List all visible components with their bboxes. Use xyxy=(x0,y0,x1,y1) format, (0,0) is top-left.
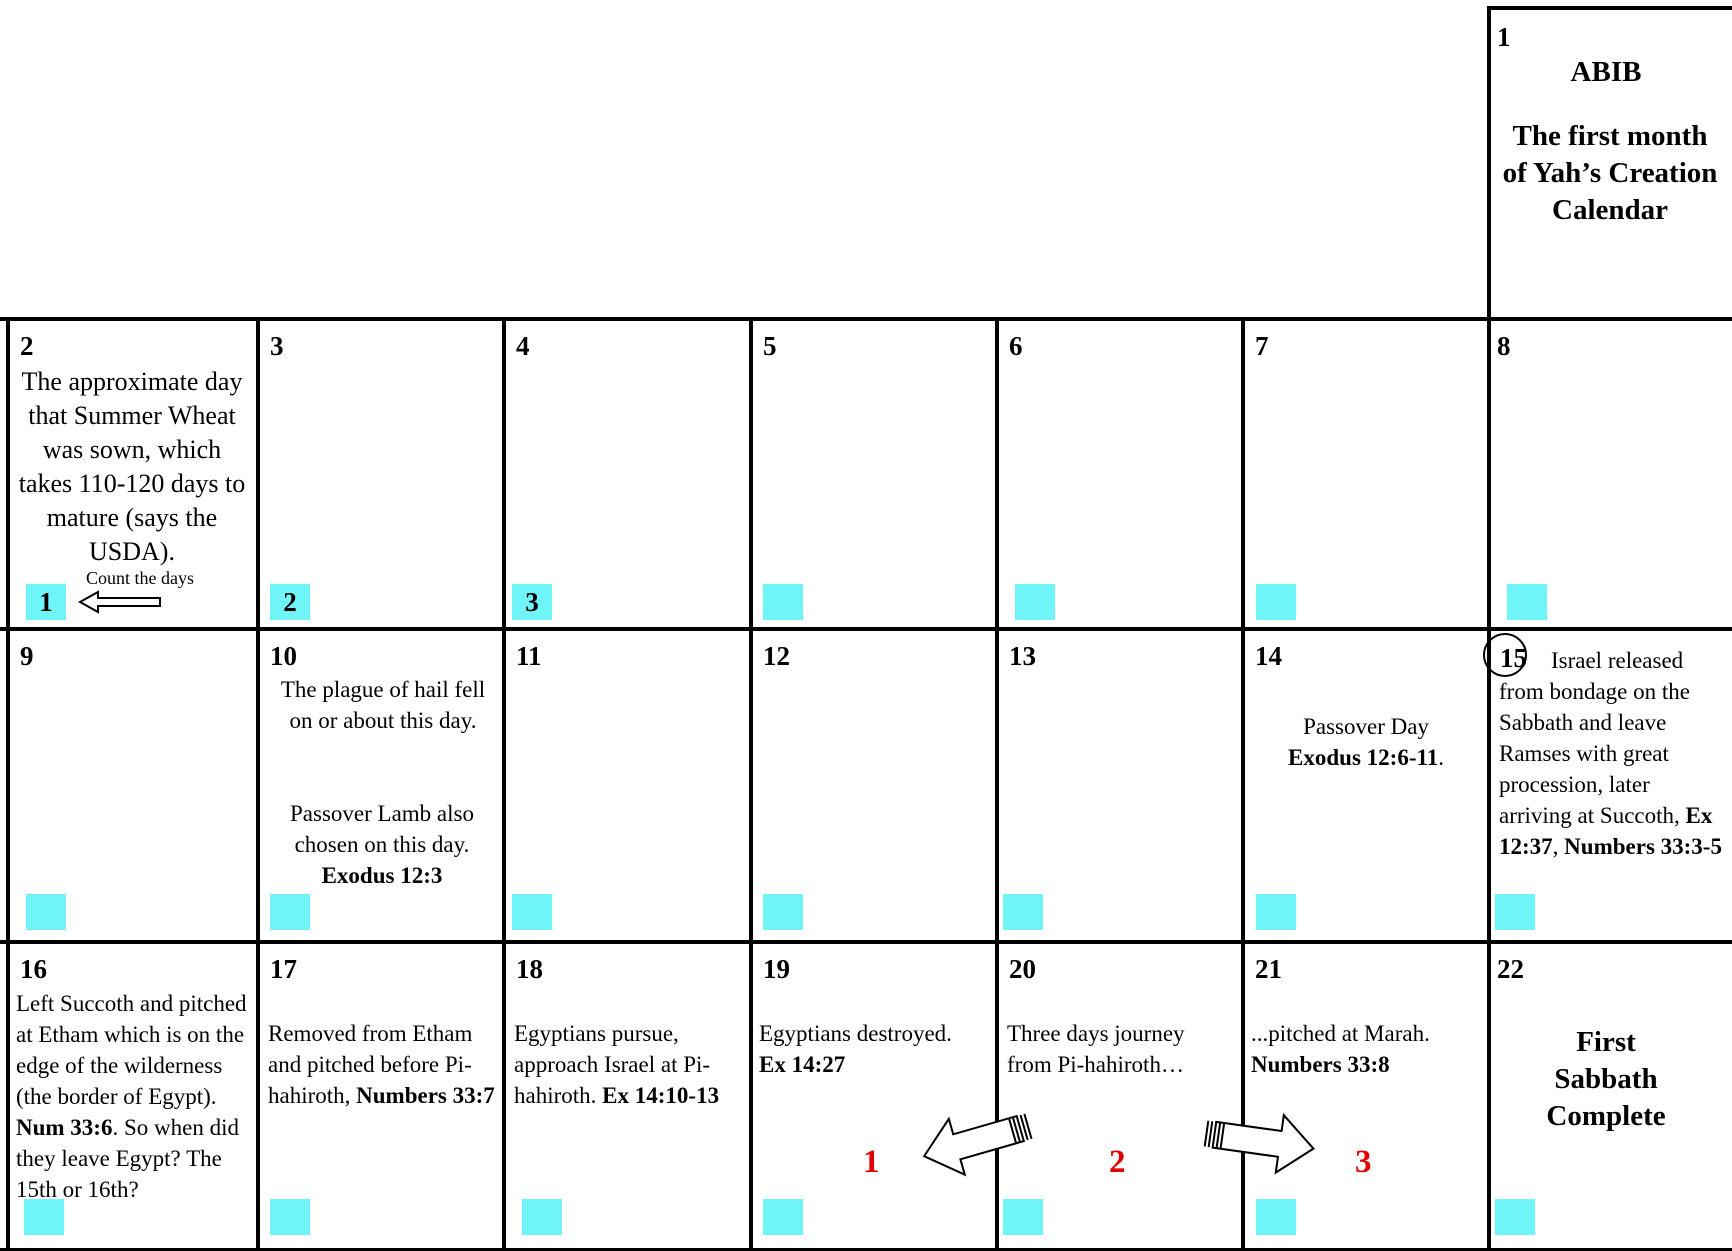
day-cell-22 xyxy=(1491,944,1732,1248)
day-number: 15 xyxy=(1500,643,1527,673)
day-marker xyxy=(1495,894,1535,930)
day-cell-4 xyxy=(506,321,749,627)
arrow-left-icon xyxy=(78,589,162,615)
day-cell-17 xyxy=(260,944,502,1248)
day-cell-8 xyxy=(1491,321,1732,627)
scripture-ref: Numbers 33:7 xyxy=(356,1083,495,1108)
day-cell-18 xyxy=(506,944,749,1248)
arrow-right-icon xyxy=(1200,1100,1318,1182)
day-number: 7 xyxy=(1255,331,1269,361)
day-number: 3 xyxy=(270,331,284,361)
day-cell-11 xyxy=(506,631,749,940)
day-number: 12 xyxy=(763,641,790,671)
day-number: 20 xyxy=(1009,954,1036,984)
scripture-ref: Num 33:6 xyxy=(16,1115,113,1140)
day-cell-14 xyxy=(1245,631,1487,940)
day-marker xyxy=(1256,1199,1296,1235)
day-cell-6 xyxy=(999,321,1241,627)
journey-marker-2: 2 xyxy=(1109,1144,1126,1180)
day-cell-15 xyxy=(1491,631,1732,940)
day-cell-21 xyxy=(1245,944,1487,1248)
scripture-ref: Numbers 33:8 xyxy=(1251,1052,1390,1077)
day-cell-5 xyxy=(753,321,995,627)
day-marker xyxy=(1003,894,1043,930)
day-marker xyxy=(26,584,66,620)
day-number: 22 xyxy=(1497,954,1524,984)
day-marker xyxy=(1256,894,1296,930)
day-number: 6 xyxy=(1009,331,1023,361)
day-cell-7 xyxy=(1245,321,1487,627)
day-number: 14 xyxy=(1255,641,1282,671)
note-text: Removed from Etham and pitched before Pi-hahiroth, xyxy=(268,1021,473,1108)
day-marker xyxy=(270,894,310,930)
day-cell-9 xyxy=(10,631,256,940)
day-cell-1 xyxy=(1491,10,1732,317)
note-text: Egyptians pursue, approach Israel at Pi-hahiroth. xyxy=(514,1021,711,1108)
day-count: 3 xyxy=(525,587,539,617)
day-cell-19 xyxy=(753,944,995,1248)
note-text: Israel released from bondage on the Sabbath and leave Ramses with great procession, later arriving at Succoth, xyxy=(1499,648,1690,828)
day-number: 9 xyxy=(20,641,34,671)
note-text: Egyptians destroyed. xyxy=(759,1021,952,1046)
calendar-title: The first month of Yah’s Creation Calendar xyxy=(1502,120,1718,226)
day-cell-2 xyxy=(10,321,256,627)
scripture-ref: Ex 14:27 xyxy=(759,1052,846,1077)
day-count: 2 xyxy=(283,587,297,617)
day-marker xyxy=(1015,584,1055,620)
day-note-2: Passover Lamb also chosen on this day. xyxy=(290,801,474,857)
day-note xyxy=(759,1018,995,1080)
day-number: 16 xyxy=(20,954,47,984)
journey-marker-3: 3 xyxy=(1355,1144,1372,1180)
day-note xyxy=(1251,1018,1483,1080)
day-marker xyxy=(1003,1199,1043,1235)
day-number: 21 xyxy=(1255,954,1282,984)
day-note: Three days journey from Pi-hahiroth… xyxy=(1007,1021,1185,1077)
day-number: 4 xyxy=(516,331,530,361)
day-marker xyxy=(763,894,803,930)
day-marker xyxy=(522,1199,562,1235)
day-cell-10 xyxy=(260,631,502,940)
punctuation: . xyxy=(1438,745,1444,770)
day-marker xyxy=(763,1199,803,1235)
day-cell-12 xyxy=(753,631,995,940)
day-cell-16 xyxy=(10,944,256,1248)
day-note: The approximate day that Summer Wheat was sown, which takes 110-120 days to mature (says the USDA). xyxy=(18,367,246,566)
day-number: 8 xyxy=(1497,331,1511,361)
day-number: 19 xyxy=(763,954,790,984)
day-number: 10 xyxy=(270,641,297,671)
note-text: ...pitched at Marah. xyxy=(1251,1021,1430,1046)
day-note xyxy=(268,1018,498,1111)
scripture-ref: Exodus 12:6-11 xyxy=(1288,745,1439,770)
day-marker xyxy=(270,1199,310,1235)
arrow-left-icon xyxy=(918,1100,1036,1182)
note-text: Left Succoth and pitched at Etham which is on the edge of the wilderness (the border of Egypt). xyxy=(16,991,247,1109)
day-cell-20 xyxy=(999,944,1241,1248)
day-count: 1 xyxy=(39,587,53,617)
day-cell-3 xyxy=(260,321,502,627)
sabbath-note: First Sabbath Complete xyxy=(1546,1026,1666,1132)
scripture-ref: Ex 12:37 xyxy=(1499,803,1713,859)
day-number: 2 xyxy=(20,331,34,361)
scripture-ref: Ex 14:10-13 xyxy=(602,1083,720,1108)
day-note xyxy=(16,988,254,1205)
day-number: 17 xyxy=(270,954,297,984)
day-marker xyxy=(512,584,552,620)
day-note: Passover Day xyxy=(1303,714,1429,739)
day-marker xyxy=(1256,584,1296,620)
day-marker xyxy=(270,584,310,620)
month-name: ABIB xyxy=(1570,56,1642,88)
scripture-ref: Exodus 12:3 xyxy=(321,863,443,888)
day-number: 18 xyxy=(516,954,543,984)
day-marker xyxy=(763,584,803,620)
day-number: 13 xyxy=(1009,641,1036,671)
day-cell-13 xyxy=(999,631,1241,940)
day-number: 1 xyxy=(1497,22,1511,52)
note-text-2: . So when did they leave Egypt? The 15th or 16th? xyxy=(16,1115,239,1202)
punctuation: , xyxy=(1552,834,1565,859)
scripture-ref-2: Numbers 33:3-5 xyxy=(1564,834,1722,859)
day-note xyxy=(1499,645,1727,862)
count-label: Count the days xyxy=(86,568,194,588)
day-marker xyxy=(1507,584,1547,620)
day-note: The plague of hail fell on or about this day. xyxy=(280,677,486,733)
day-marker xyxy=(1495,1199,1535,1235)
day-marker xyxy=(512,894,552,930)
day-note xyxy=(514,1018,744,1111)
journey-marker-1: 1 xyxy=(863,1144,880,1180)
day-marker xyxy=(26,894,66,930)
day-number: 11 xyxy=(516,641,542,671)
scripture-line xyxy=(1251,742,1481,773)
day-number: 5 xyxy=(763,331,777,361)
